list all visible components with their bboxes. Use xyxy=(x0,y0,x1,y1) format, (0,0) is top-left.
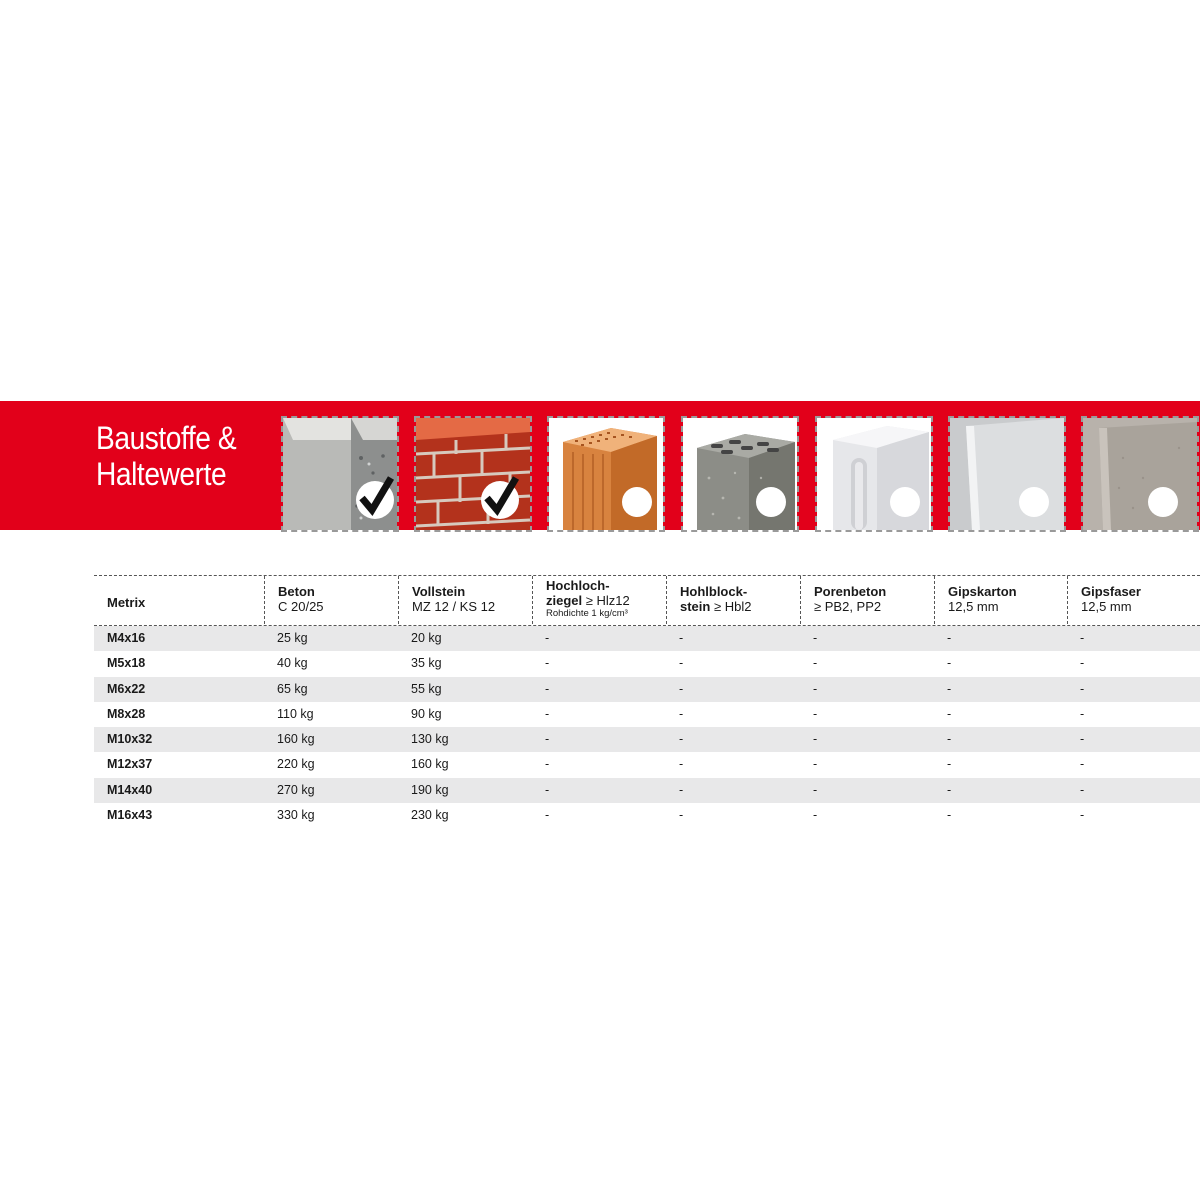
table-row xyxy=(94,752,1200,777)
table-row xyxy=(94,651,1200,676)
cell-gipsfaser: - xyxy=(1080,706,1085,721)
cell-gipskarton: - xyxy=(947,681,952,696)
table-row xyxy=(94,803,1200,828)
cell-gipsfaser: - xyxy=(1080,681,1085,696)
cell-vollstein: 55 kg xyxy=(411,681,442,696)
header-hohlblockstein-title-1: Hohlblock- xyxy=(680,584,748,599)
header-hohlblockstein xyxy=(666,576,800,624)
header-metrix: Metrix xyxy=(107,595,146,610)
table-row xyxy=(94,677,1200,702)
cell-hochlochziegel: - xyxy=(545,782,550,797)
cell-hochlochziegel: - xyxy=(545,757,550,772)
cell-gipsfaser: - xyxy=(1080,656,1085,671)
header-gipsfaser-sub: 12,5 mm xyxy=(1081,599,1132,614)
cell-gipskarton: - xyxy=(947,656,952,671)
header-hochlochziegel-density: Rohdichte 1 kg/cm³ xyxy=(546,608,628,619)
header-beton-title: Beton xyxy=(278,584,315,599)
header-vollstein xyxy=(398,576,532,624)
plasterboard-icon xyxy=(950,418,1064,530)
solid-brick-icon xyxy=(416,418,530,530)
concrete-tile xyxy=(281,416,399,532)
header-hohlblockstein-title-2: stein xyxy=(680,599,711,614)
load-values-table xyxy=(94,575,1200,828)
header-gipsfaser-title: Gipsfaser xyxy=(1081,584,1141,599)
gypsum-fiber-icon xyxy=(1083,418,1197,530)
cell-size: M8x28 xyxy=(107,706,146,721)
empty-badge xyxy=(1148,487,1178,517)
cell-hochlochziegel: - xyxy=(545,732,550,747)
cell-hochlochziegel: - xyxy=(545,808,550,823)
cell-beton: 330 kg xyxy=(277,808,315,823)
table-body xyxy=(94,626,1200,828)
cell-hohlblockstein: - xyxy=(679,656,684,671)
cell-hohlblockstein: - xyxy=(679,706,684,721)
empty-badge xyxy=(756,487,786,517)
cell-beton: 220 kg xyxy=(277,757,315,772)
empty-badge xyxy=(890,487,920,517)
cell-vollstein: 130 kg xyxy=(411,732,449,747)
cell-gipskarton: - xyxy=(947,706,952,721)
cell-hohlblockstein: - xyxy=(679,631,684,645)
cell-size: M5x18 xyxy=(107,656,146,671)
cell-gipskarton: - xyxy=(947,732,952,747)
header-gipskarton-sub: 12,5 mm xyxy=(948,599,999,614)
solid-brick-tile xyxy=(414,416,532,532)
cell-gipskarton: - xyxy=(947,782,952,797)
hollow-block-icon xyxy=(683,418,797,530)
cell-porenbeton: - xyxy=(813,757,818,772)
cell-beton: 110 kg xyxy=(277,706,314,721)
cell-gipskarton: - xyxy=(947,631,952,645)
cell-hohlblockstein: - xyxy=(679,808,684,823)
plasterboard-tile xyxy=(948,416,1066,532)
header-hochlochziegel-spec: ≥ Hlz12 xyxy=(582,593,630,608)
cell-gipsfaser: - xyxy=(1080,782,1085,797)
cell-hochlochziegel: - xyxy=(545,631,550,645)
empty-badge xyxy=(622,487,652,517)
aerated-concrete-tile xyxy=(815,416,933,532)
table-row xyxy=(94,626,1200,651)
cell-gipsfaser: - xyxy=(1080,732,1085,747)
cell-hohlblockstein: - xyxy=(679,757,684,772)
cell-porenbeton: - xyxy=(813,732,818,747)
cell-porenbeton: - xyxy=(813,681,818,696)
cell-porenbeton: - xyxy=(813,656,818,671)
cell-vollstein: 190 kg xyxy=(411,782,449,797)
cell-gipsfaser: - xyxy=(1080,757,1085,772)
cell-beton: 25 kg xyxy=(277,631,308,645)
material-tiles xyxy=(0,416,1200,532)
cell-beton: 160 kg xyxy=(277,732,315,747)
table-header xyxy=(94,575,1200,626)
perforated-brick-tile xyxy=(547,416,665,532)
title-line-2: Haltewerte xyxy=(96,456,227,492)
table-row xyxy=(94,727,1200,752)
cell-size: M10x32 xyxy=(107,732,153,747)
cell-size: M12x37 xyxy=(107,757,153,772)
cell-hochlochziegel: - xyxy=(545,656,550,671)
cell-hohlblockstein: - xyxy=(679,732,684,747)
concrete-icon xyxy=(283,418,397,530)
cell-vollstein: 230 kg xyxy=(411,808,449,823)
cell-gipsfaser: - xyxy=(1080,808,1085,823)
header-hochlochziegel-title-2: ziegel xyxy=(546,593,583,608)
header-porenbeton xyxy=(800,576,934,624)
cell-size: M16x43 xyxy=(107,808,153,823)
cell-hochlochziegel: - xyxy=(545,706,550,721)
cell-hohlblockstein: - xyxy=(679,681,684,696)
cell-size: M14x40 xyxy=(107,782,153,797)
header-beton xyxy=(264,576,398,624)
cell-beton: 65 kg xyxy=(277,681,308,696)
table-row xyxy=(94,702,1200,727)
hollow-block-tile xyxy=(681,416,799,532)
cell-hochlochziegel: - xyxy=(545,681,550,696)
cell-porenbeton: - xyxy=(813,782,818,797)
cell-vollstein: 90 kg xyxy=(411,706,442,721)
cell-vollstein: 20 kg xyxy=(411,631,442,645)
cell-beton: 40 kg xyxy=(277,656,308,671)
header-vollstein-sub: MZ 12 / KS 12 xyxy=(412,599,496,614)
header-porenbeton-title: Porenbeton xyxy=(814,584,887,599)
cell-porenbeton: - xyxy=(813,631,818,645)
cell-hohlblockstein: - xyxy=(679,782,684,797)
header-hohlblockstein-spec: ≥ Hbl2 xyxy=(710,599,752,614)
cell-beton: 270 kg xyxy=(277,782,315,797)
table-row xyxy=(94,778,1200,803)
cell-size: M4x16 xyxy=(107,631,146,645)
header-porenbeton-sub: ≥ PB2, PP2 xyxy=(814,599,882,614)
cell-size: M6x22 xyxy=(107,681,146,696)
gypsum-fiber-tile xyxy=(1081,416,1199,532)
cell-gipskarton: - xyxy=(947,808,952,823)
title-line-1: Baustoffe & xyxy=(96,420,237,456)
cell-vollstein: 160 kg xyxy=(411,757,449,772)
header-beton-sub: C 20/25 xyxy=(278,599,324,614)
cell-gipskarton: - xyxy=(947,757,952,772)
cell-porenbeton: - xyxy=(813,706,818,721)
header-hochlochziegel-title-1: Hochloch- xyxy=(546,578,610,593)
header-vollstein-title: Vollstein xyxy=(412,584,466,599)
perforated-brick-icon xyxy=(549,418,663,530)
aerated-concrete-icon xyxy=(817,418,931,530)
cell-porenbeton: - xyxy=(813,808,818,823)
cell-vollstein: 35 kg xyxy=(411,656,442,671)
header-hochlochziegel xyxy=(532,576,666,624)
cell-gipsfaser: - xyxy=(1080,631,1085,645)
empty-badge xyxy=(1019,487,1049,517)
header-gipskarton xyxy=(934,576,1067,624)
header-gipskarton-title: Gipskarton xyxy=(948,584,1017,599)
header-gipsfaser xyxy=(1067,576,1200,624)
